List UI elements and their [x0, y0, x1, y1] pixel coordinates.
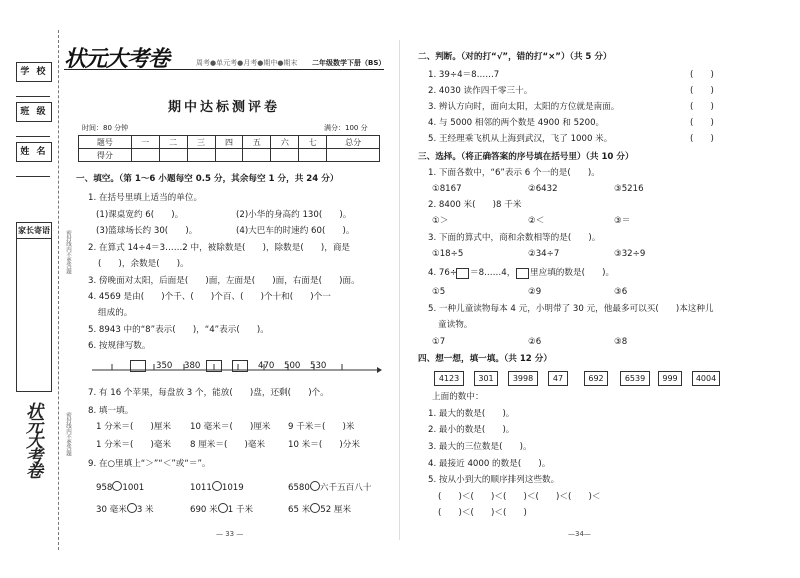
fill-3: 3. 最大的三位数是( )。 — [428, 442, 532, 452]
number-line-label: 500 — [284, 361, 301, 371]
choice-4-suffix: 里应填的数是( )。 — [530, 268, 615, 278]
compare-right: 1 千米 — [227, 505, 254, 515]
judge-1-answer[interactable]: ( ) — [690, 70, 714, 80]
choice-4-option[interactable]: ②9 — [528, 287, 542, 297]
compare-right: 52 厘米 — [320, 505, 352, 515]
question-8-item: 9 千米＝( )米 — [288, 422, 355, 432]
fill-4: 4. 最接近 4000 的数是( )。 — [428, 459, 551, 469]
compare-item — [96, 503, 154, 516]
question-6: 6. 按规律写数。 — [88, 341, 151, 351]
choice-2-option[interactable]: ②＜ — [528, 216, 545, 226]
question-1a: (1)课桌宽约 6( )。 — [96, 210, 184, 220]
strip-logo-text: 状元大考卷 — [22, 402, 42, 477]
number-line-label: 380 — [184, 361, 201, 371]
compare-item — [96, 481, 144, 494]
question-2: 2. 在算式 14÷4＝3……2 中，被除数是( )，除数是( )，商是 — [88, 243, 351, 253]
question-7: 7. 有 16 个苹果，每盘放 3 个，能放( )盘，还剩( )个。 — [88, 388, 329, 398]
exam-title: 期中达标测评卷 — [167, 100, 280, 115]
seal-line — [58, 30, 59, 550]
number-line-label: 470 — [258, 361, 275, 371]
compare-circle[interactable] — [212, 481, 222, 491]
score-cell: 总分 — [327, 136, 380, 149]
question-1c: (3)篮球场长约 30( )。 — [96, 226, 198, 236]
choice-4-option[interactable]: ①5 — [432, 287, 446, 297]
strip-logo — [20, 402, 50, 522]
fill-2: 2. 最小的数是( )。 — [428, 425, 515, 435]
choice-3-option[interactable]: ②34÷7 — [528, 249, 560, 259]
number-box: 692 — [584, 371, 608, 386]
question-3: 3. 傍晚面对太阳，后面是( )面，左面是( )面，右面是( )面。 — [88, 276, 360, 286]
school-field-line[interactable] — [16, 96, 50, 97]
compare-left: 65 米 — [288, 505, 311, 515]
class-label: 班 级 — [16, 102, 52, 122]
fill-intro: 上面的数中： — [432, 392, 484, 402]
question-8-item: 1 分米＝( )厘米 — [96, 422, 172, 432]
choice-3-option[interactable]: ③32÷9 — [614, 249, 646, 259]
choice-5-cont: 童读物。 — [438, 320, 473, 330]
page-divider — [399, 40, 400, 540]
compare-circle[interactable] — [218, 503, 228, 513]
exam-tags: 周考●单元考●月考●期中●期末 — [196, 59, 298, 67]
number-line-label: 530 — [310, 361, 327, 371]
score-cell: 二 — [159, 136, 187, 149]
compare-item — [288, 503, 351, 516]
compare-item — [288, 481, 371, 494]
score-cell: 六 — [271, 136, 299, 149]
score-input-cell[interactable] — [159, 149, 187, 162]
choice-4-mid: ＝8……4， — [470, 268, 516, 278]
score-table — [78, 135, 380, 162]
choice-5-option[interactable]: ②6 — [528, 337, 542, 347]
score-cell: 七 — [299, 136, 327, 149]
page-number-left: — 33 — — [216, 530, 244, 538]
choice-5: 5. 一种儿童读物每本 4 元，小明带了 30 元，他最多可以买( )本这种儿 — [428, 304, 714, 314]
judge-1: 1. 39÷4＝8……7 — [428, 70, 500, 80]
question-4: 4. 4569 是由( )个千、( )个百、( )个十和( )个一 — [88, 292, 331, 302]
number-box: 4004 — [692, 371, 720, 386]
compare-left: 1011 — [190, 483, 212, 493]
number-box: 6539 — [620, 371, 650, 386]
choice-5-option[interactable]: ③8 — [614, 337, 628, 347]
choice-3-option[interactable]: ①18÷5 — [432, 249, 464, 259]
question-8-item: 1 分米＝( )毫米 — [96, 440, 172, 450]
compare-left: 958 — [96, 483, 113, 493]
class-field-line[interactable] — [16, 136, 50, 137]
parent-comment-label: 家长寄语 — [18, 226, 50, 235]
seal-warning-1: 密封线内不要答题 — [65, 230, 71, 274]
question-1d: (4)大巴车的时速约 60( )。 — [236, 226, 355, 236]
question-8-item: 10 毫米＝( )厘米 — [190, 422, 271, 432]
section-4-title: 四、想一想，填一填。（共 12 分） — [418, 354, 552, 364]
question-8: 8. 填一填。 — [88, 406, 134, 416]
choice-1-option[interactable]: ①8167 — [432, 184, 462, 194]
score-table-header-row — [79, 136, 380, 149]
score-input-cell[interactable] — [327, 149, 380, 162]
choice-4-box — [456, 268, 469, 279]
school-label: 学 校 — [16, 62, 52, 82]
judge-3: 3. 辨认方向时，面向太阳，太阳的方位就是南面。 — [428, 102, 620, 112]
compare-right: 1019 — [221, 483, 244, 493]
choice-2-option[interactable]: ①＞ — [432, 216, 449, 226]
choice-4-box — [516, 268, 529, 279]
subject-label: 二年级数学下册（BS） — [312, 59, 386, 67]
judge-5-answer[interactable]: ( ) — [690, 134, 714, 144]
compare-right: 3 米 — [136, 505, 154, 515]
score-cell: 题号 — [79, 136, 132, 149]
score-table-score-row — [79, 149, 380, 162]
score-input-cell[interactable] — [187, 149, 215, 162]
fill-5: 5. 按从小到大的顺序排列这些数。 — [428, 475, 560, 485]
time-limit: 时间：80 分钟 — [82, 124, 129, 132]
compare-left: 690 米 — [190, 505, 218, 515]
page-number-right: —34— — [568, 530, 591, 538]
name-label: 姓 名 — [16, 142, 52, 162]
question-4-cont: 组成的。 — [98, 308, 133, 318]
score-cell: 三 — [187, 136, 215, 149]
seal-warning-2: 密封线内不要答题 — [65, 412, 71, 456]
question-1: 1. 在括号里填上适当的单位。 — [88, 193, 203, 203]
section-1-title: 一、填空。（第 1～6 小题每空 0.5 分，其余每空 1 分，共 24 分） — [76, 174, 339, 184]
order-row-2[interactable]: ( )＜( )＜( ) — [438, 508, 527, 518]
section-2-title: 二、判断。（对的打“√”，错的打“×”）（共 5 分） — [418, 52, 612, 62]
choice-1: 1. 下面各数中，“6”表示 6 个一的是( )。 — [428, 168, 600, 178]
choice-4-option[interactable]: ③6 — [614, 287, 628, 297]
header-rule — [64, 69, 384, 70]
number-box: 4123 — [434, 371, 464, 386]
number-line-blank[interactable] — [206, 360, 222, 372]
judge-5: 5. 王经理乘飞机从上海到武汉，飞了 1000 米。 — [428, 134, 613, 144]
question-5: 5. 8943 中的“8”表示( )，“4”表示( )。 — [88, 325, 269, 335]
compare-circle[interactable] — [310, 481, 320, 491]
question-2-cont: ( )，余数是( )。 — [98, 259, 189, 269]
choice-1-option[interactable]: ③5216 — [614, 184, 644, 194]
judge-3-answer[interactable]: ( ) — [690, 102, 714, 112]
parent-comment-box[interactable] — [16, 222, 52, 392]
choice-3: 3. 下面的算式中，商和余数相等的是( )。 — [428, 233, 601, 243]
score-cell: 五 — [243, 136, 271, 149]
question-9: 9. 在○里填上“＞”“＜”或“＝”。 — [88, 459, 211, 469]
full-score: 满分：100 分 — [324, 124, 368, 132]
choice-2-option[interactable]: ③＝ — [614, 216, 631, 226]
choice-2: 2. 8400 米( )8 千米 — [428, 200, 522, 210]
question-1b: (2)小华的身高约 130( )。 — [236, 210, 352, 220]
question-8-item: 10 米＝( )分米 — [288, 440, 360, 450]
judge-2-answer[interactable]: ( ) — [690, 86, 714, 96]
judge-2: 2. 4030 读作四千零三十。 — [428, 86, 533, 96]
judge-4-answer[interactable]: ( ) — [690, 118, 714, 128]
brand-logo: 状元大考卷 — [64, 47, 170, 72]
compare-left: 30 毫米 — [96, 505, 127, 515]
compare-item — [190, 481, 244, 494]
number-box: 999 — [658, 371, 682, 386]
compare-circle[interactable] — [310, 503, 320, 513]
parent-comment-divider — [17, 238, 51, 239]
number-box: 47 — [548, 371, 568, 386]
order-row-1[interactable]: ( )＜( )＜( )＜( )＜( )＜ — [438, 492, 601, 502]
number-line-blank[interactable] — [130, 360, 146, 372]
score-input-cell[interactable] — [271, 149, 299, 162]
question-8-item: 8 厘米＝( )毫米 — [190, 440, 266, 450]
score-input-cell[interactable] — [215, 149, 243, 162]
compare-item — [190, 503, 253, 516]
score-input-cell[interactable] — [131, 149, 159, 162]
score-input-cell[interactable] — [243, 149, 271, 162]
choice-5-option[interactable]: ①7 — [432, 337, 446, 347]
number-line-blank[interactable] — [232, 360, 248, 372]
score-cell: 一 — [131, 136, 159, 149]
name-field-line[interactable] — [16, 176, 50, 177]
score-cell: 四 — [215, 136, 243, 149]
section-3-title: 三、选择。（将正确答案的序号填在括号里）（共 10 分） — [418, 152, 634, 162]
compare-right: 六千五百八十 — [319, 483, 372, 493]
choice-1-option[interactable]: ②6432 — [528, 184, 558, 194]
compare-right: 1001 — [122, 483, 145, 493]
number-box: 301 — [474, 371, 498, 386]
choice-4-prefix: 4. 76÷ — [428, 268, 458, 278]
number-line-label: 350 — [156, 361, 173, 371]
judge-4: 4. 与 5000 相邻的两个数是 4900 和 5200。 — [428, 118, 605, 128]
compare-circle[interactable] — [127, 503, 137, 513]
number-box: 3998 — [508, 371, 538, 386]
score-cell: 得分 — [79, 149, 132, 162]
score-input-cell[interactable] — [299, 149, 327, 162]
compare-left: 6580 — [288, 483, 310, 493]
fill-1: 1. 最大的数是( )。 — [428, 409, 515, 419]
compare-circle[interactable] — [112, 481, 122, 491]
